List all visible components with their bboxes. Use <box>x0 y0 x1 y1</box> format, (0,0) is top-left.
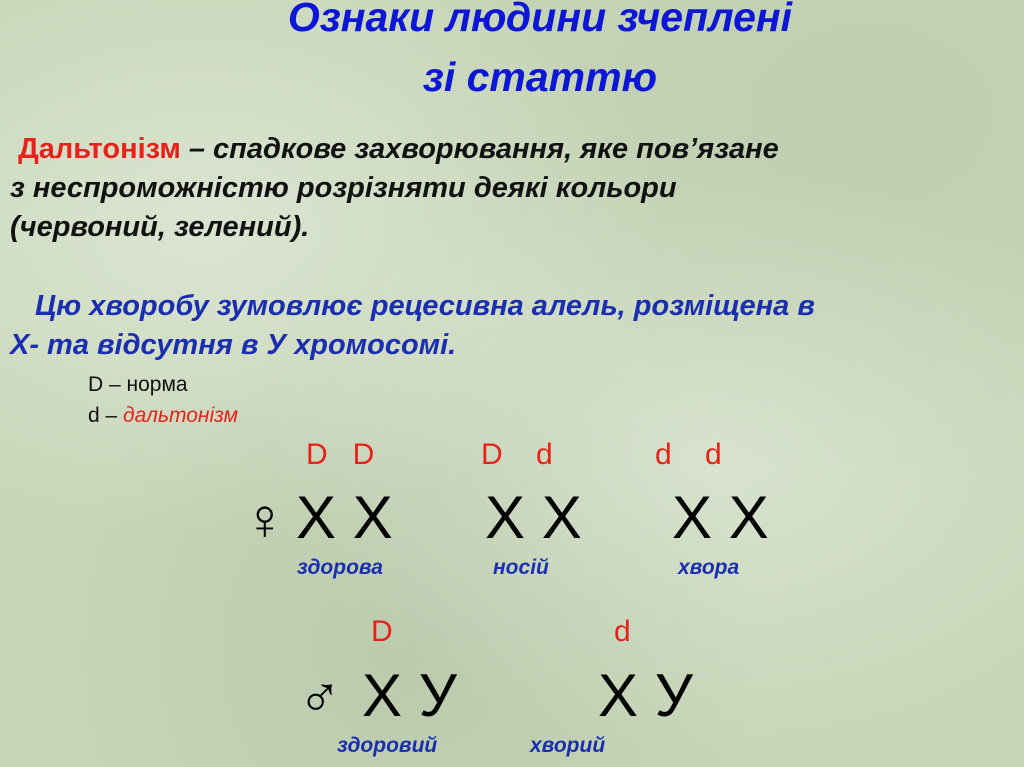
male-label-healthy: здоровий <box>337 734 438 757</box>
slide-title-line-2: зі статтю <box>422 54 658 100</box>
female-label-affected: хвора <box>678 556 740 579</box>
male-label-affected: хворий <box>530 734 606 757</box>
slide-title-line-1: Ознаки людини зчеплені <box>287 0 793 40</box>
legend-disease-dash: – <box>99 404 124 427</box>
legend-norm-symbol: D <box>88 373 104 396</box>
male-symbol-icon: ♂ <box>298 665 342 730</box>
definition-line-1-rest: – спадкове захворювання, яке пов’язане <box>180 133 779 165</box>
definition-line-3: (червоний, зелений). <box>10 211 310 243</box>
male-chromosomes-healthy: Х У <box>362 662 457 729</box>
male-allele-healthy: D <box>371 615 393 648</box>
male-allele-affected: d <box>614 615 631 648</box>
female-alleles-healthy: D D <box>306 438 375 471</box>
legend-norm <box>88 372 188 398</box>
female-label-healthy: здорова <box>297 556 383 579</box>
legend-disease-text: дальтонізм <box>123 404 239 427</box>
legend-disease-symbol: d <box>88 404 100 427</box>
female-alleles-carrier: D d <box>481 438 553 471</box>
definition-paragraph <box>10 130 1010 247</box>
female-chromosomes-healthy: Х Х <box>296 484 393 551</box>
legend-disease <box>88 403 238 429</box>
cause-paragraph <box>10 287 1010 365</box>
female-chromosomes-affected: Х Х <box>672 484 769 551</box>
female-symbol-icon: ♀ <box>243 487 287 552</box>
definition-line-1 <box>10 130 1010 169</box>
definition-term: Дальтонізм <box>18 133 181 165</box>
female-label-carrier: носій <box>493 556 549 579</box>
legend-norm-text: – норма <box>103 373 188 396</box>
definition-line-2: з неспроможністю розрізняти деякі кольори <box>10 172 677 204</box>
male-chromosomes-affected: Х У <box>598 662 693 729</box>
female-chromosomes-carrier: Х Х <box>485 484 582 551</box>
female-alleles-affected: d d <box>655 438 722 471</box>
cause-line-1: Цю хворобу зумовлює рецесивна алель, розміщена в <box>35 290 815 322</box>
cause-line-2: Х- та відсутня в У хромосомі. <box>10 329 457 361</box>
